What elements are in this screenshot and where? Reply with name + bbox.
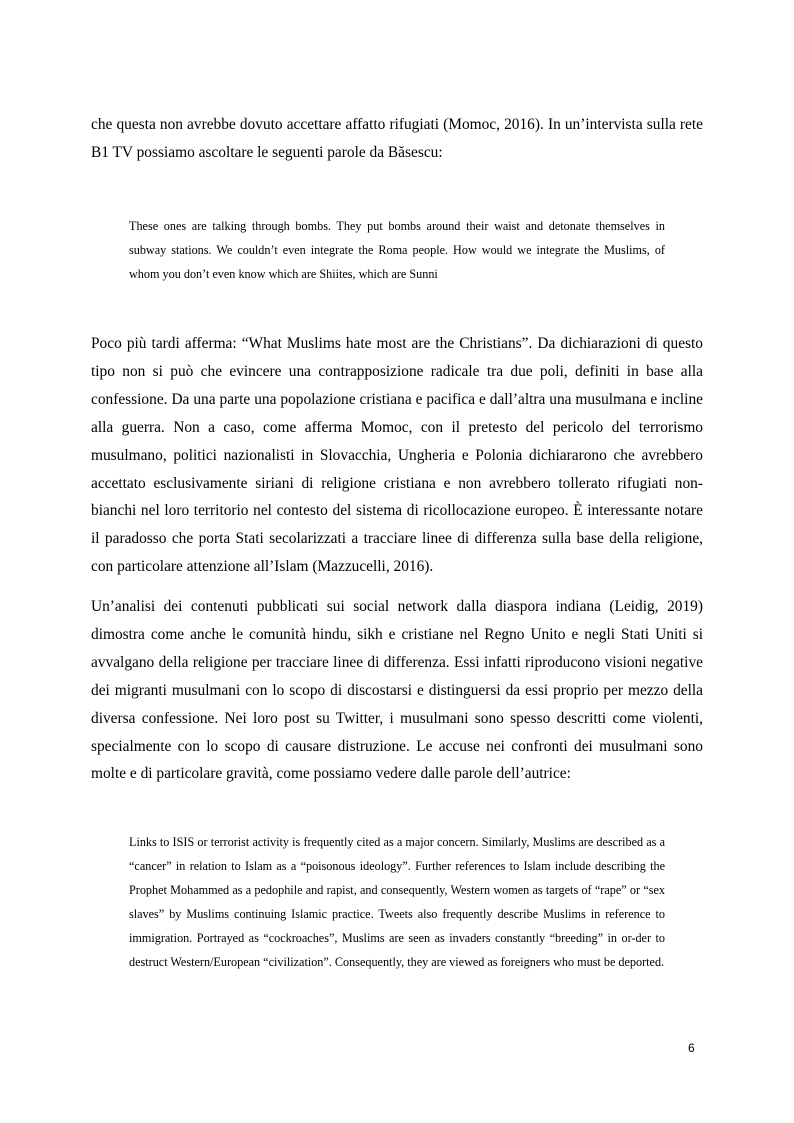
block-quote-leidig: Links to ISIS or terrorist activity is frequently cited as a major concern. Similarly, Muslims are described as a “cancer” in relation to Islam as a “poisonous ideology”. Further references to Islam include describing the Prophet Mohammed as a pedophile and rapist, and consequently, Western women as targets of “rape” or “sex slaves” by Muslims continuing Islamic practice. Tweets also frequently describe Muslims in reference to immigration. Portrayed as “cockroaches”, Muslims are seen as invaders constantly “breeding” in or-der to destruct Western/European “civilization”. Consequently, they are viewed as foreigners who must be deported. [129, 835, 665, 969]
page-number: 6 [688, 1041, 695, 1055]
paragraph-diaspora-indiana: Un’analisi dei contenuti pubblicati sui social network dalla diaspora indiana (Leidig, 2019) dimostra come anche le comunità hindu, sikh e cristiane nel Regno Unito e negli Stati Uniti si avvalgano della religione per tracciare linee di differenza. Essi infatti riproducono visioni negative dei migranti musulmani con lo scopo di discostarsi e distinguersi da essi proprio per mezzo della diversa confessione. Nei loro post su Twitter, i musulmani sono spesso descritti come violenti, specialmente con lo scopo di causare distruzione. Le accuse nei confronti dei musulmani sono molte e di particolare gravità, come possiamo vedere dalle parole dell’autrice: [91, 598, 703, 783]
block-quote-basescu: These ones are talking through bombs. They put bombs around their waist and detonate themselves in subway stations. We couldn’t even integrate the Roma people. How would we integrate the Muslims, of whom you don’t even know which are Shiites, which are Sunni [129, 219, 665, 281]
paragraph-contrapposizione: Poco più tardi afferma: “What Muslims hate most are the Christians”. Da dichiarazioni di questo tipo non si può che evincere una contrapposizione radicale tra due poli, definiti in base alla confessione. Da una parte una popolazione cristiana e pacifica e dall’altra una musulmana e incline alla guerra. Non a caso, come afferma Momoc, con il pretesto del pericolo del terrorismo musulmano, politici nazionalisti in Slovacchia, Ungheria e Polonia dichiararono che avrebbero accettato esclusivamente siriani di religione cristiana e non avrebbero tollerato rifugiati non-bianchi nel loro territorio nel contesto del sistema di ricollocazione europeo. È interessante notare il paradosso che porta Stati secolarizzati a tracciare linee di differenza sulla base della religione, con particolare attenzione all’Islam (Mazzucelli, 2016). [91, 335, 703, 576]
paragraph-intro: che questa non avrebbe dovuto accettare affatto rifugiati (Momoc, 2016). In un’intervista sulla rete B1 TV possiamo ascoltare le seguenti parole da Băsescu: [91, 116, 703, 161]
